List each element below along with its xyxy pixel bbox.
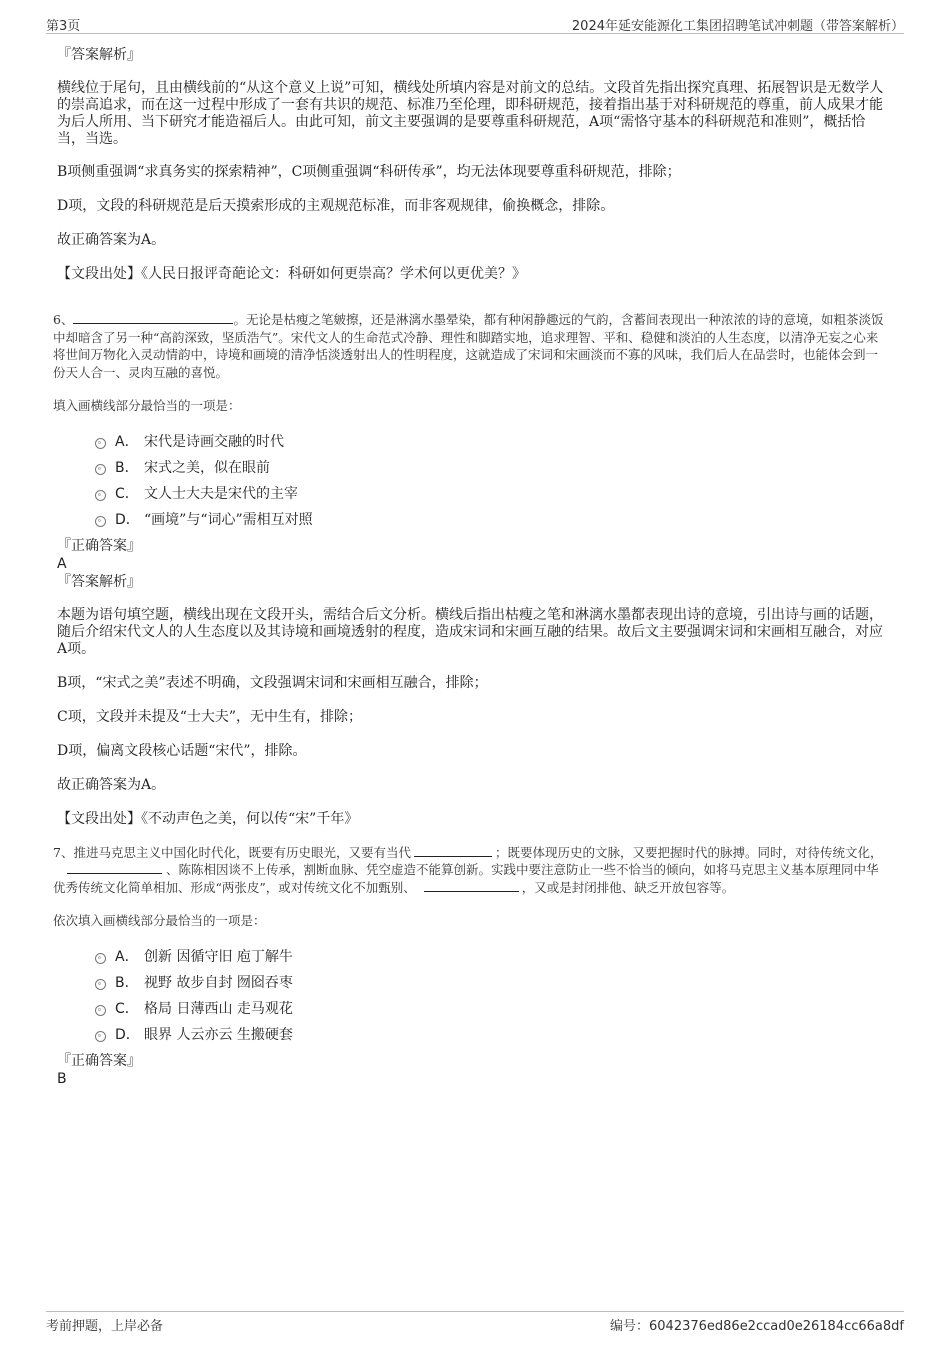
q6-answer: A <box>57 555 67 572</box>
option-letter: C． <box>115 485 139 502</box>
option-text: “画境”与“词心”需相互对照 <box>144 511 313 528</box>
q7-option-a[interactable] <box>95 948 887 974</box>
q5-analysis-paragraph-1: 横线位于尾句，且由横线前的“从这个意义上说”可知，横线处所填内容是对前文的总结。文段首先指出探究真理、拓展智识是无数学人的崇高追求，而在这一过程中形成了一套有共识的规范、标准乃至伦理，即科研规范，接着指出基于对科研规范的尊重，前人成果才能为后人所用、当下研究才能造福后人。由此可知，前文主要强调的是要尊重科研规范，A项“需恪守基本的科研规范和准则”，概括恰当，当选。 <box>57 80 884 147</box>
radio-icon[interactable] <box>95 438 106 449</box>
option-text: 格局 日薄西山 走马观花 <box>144 1000 293 1017</box>
q6-answer-label: 『正确答案』 <box>57 537 141 554</box>
q6-option-d[interactable] <box>95 511 887 537</box>
option-letter: D． <box>115 1026 140 1043</box>
option-text: 视野 故步自封 囫囵吞枣 <box>144 974 293 991</box>
q7-options <box>57 948 887 1052</box>
q6-analysis-paragraph-1: 本题为语句填空题，横线出现在文段开头，需结合后文分析。横线后指出枯瘦之笔和淋漓水墨都表现出诗的意境，引出诗与画的话题，随后介绍宋代文人的人生态度以及其诗境和画境透射的程度，造成宋词和宋画互融的结果。故后文主要强调宋词和宋画相互融合，对应A项。 <box>57 606 883 657</box>
q5-source: 【文段出处】《人民日报评奇葩论文：科研如何更崇高？学术何以更优美？》 <box>57 266 526 282</box>
q7-stem <box>53 844 887 897</box>
q7-answer: B <box>57 1070 67 1087</box>
q6-blank[interactable] <box>73 311 233 324</box>
q6-analysis-paragraph-3: C项，文段并未提及“士大夫”，无中生有，排除； <box>57 708 363 725</box>
option-text: 创新 因循守旧 庖丁解牛 <box>144 948 293 965</box>
q6-option-a[interactable] <box>95 433 887 459</box>
option-text: 文人士大夫是宋代的主宰 <box>144 485 298 502</box>
q6-prompt: 填入画横线部分最恰当的一项是： <box>53 398 241 413</box>
q6-analysis-conclusion: 故正确答案为A。 <box>57 776 166 793</box>
q7-stem-text-1: 7、推进马克思主义中国化时代化，既要有历史眼光，又要有当代 <box>53 844 411 860</box>
q7-stem-text-4: ，又或是封闭排他、缺乏开放包容等。 <box>521 879 735 895</box>
option-letter: B． <box>115 974 139 991</box>
radio-icon[interactable] <box>95 979 106 990</box>
q5-analysis-conclusion: 故正确答案为A。 <box>57 232 166 248</box>
radio-icon[interactable] <box>95 953 106 964</box>
page-number: 第3页 <box>46 19 81 34</box>
q7-blank-3[interactable] <box>424 879 519 892</box>
option-text: 宋式之美，似在眼前 <box>144 459 270 476</box>
q6-analysis-paragraph-4: D项，偏离文段核心话题“宋代”，排除。 <box>57 742 307 759</box>
q7-prompt: 依次填入画横线部分最恰当的一项是： <box>53 913 266 928</box>
radio-icon[interactable] <box>95 1005 106 1016</box>
option-text: 宋代是诗画交融的时代 <box>144 433 284 450</box>
q6-analysis-paragraph-2: B项，“宋式之美”表述不明确，文段强调宋词和宋画相互融合，排除； <box>57 674 488 691</box>
q7-blank-2[interactable] <box>67 861 162 874</box>
q6-option-c[interactable] <box>95 485 887 511</box>
page-header <box>46 13 904 34</box>
q6-number: 6、 <box>53 312 74 327</box>
page-footer <box>46 1311 904 1334</box>
q5-analysis-paragraph-3: D项，文段的科研规范是后天摸索形成的主观规范标准，而非客观规律，偷换概念，排除。 <box>57 198 615 214</box>
q6-source: 【文段出处】《不动声色之美，何以传“宋”千年》 <box>57 810 359 827</box>
radio-icon[interactable] <box>95 516 106 527</box>
q7-option-d[interactable] <box>95 1026 887 1052</box>
footer-slogan: 考前押题，上岸必备 <box>46 1319 164 1334</box>
page-content <box>53 46 887 1088</box>
q7-stem-text-2: ；既要体现历史的文脉，又要把握时代的脉搏。同时，对待传统文化， <box>494 844 883 860</box>
radio-icon[interactable] <box>95 464 106 475</box>
option-letter: D． <box>115 511 140 528</box>
q7-option-c[interactable] <box>95 1000 887 1026</box>
q7-stem-text-3: 、陈陈相因谈不上传承，割断血脉、凭空虚造不能算创新。实践中要注意防止一些不恰当的倾向，如将马克思主义基本原理同中华优秀传统文化简单相加、形成“两张皮”，或对传统文化不加甄别、 <box>53 862 879 895</box>
option-letter: A． <box>115 948 139 965</box>
q7-option-b[interactable] <box>95 974 887 1000</box>
option-letter: A． <box>115 433 139 450</box>
option-letter: C． <box>115 1000 139 1017</box>
document-title: 2024年延安能源化工集团招聘笔试冲刺题（带答案解析） <box>571 19 904 34</box>
q7-answer-label: 『正确答案』 <box>57 1052 141 1069</box>
q6-analysis-label: 『答案解析』 <box>57 573 141 590</box>
q6-options <box>57 433 887 537</box>
radio-icon[interactable] <box>95 490 106 501</box>
option-text: 眼界 人云亦云 生搬硬套 <box>144 1026 293 1043</box>
document-code: 编号：6042376ed86e2ccad0e26184cc66a8df <box>610 1319 904 1334</box>
q7-blank-1[interactable] <box>414 844 492 857</box>
q6-stem-text: 。无论是枯瘦之笔皴擦，还是淋漓水墨晕染，都有种闲静趣远的气韵，含蓄间表现出一种浓浓的诗的意境，如粗茶淡饭中却暗含了另一种“高韵深致，坚质浩气”。宋代文人的生命范式冷静、理性和脚踏实地，追求理智、平和、稳健和淡泊的人生态度，以清净无妄之心来将世间万物化入灵动情韵中，诗境和画境的清净恬淡透射出人的性明程度，这就造成了宋词和宋画淡而不寡的风味，我们后人在品尝时，也能体会到一份天人合一、灵肉互融的喜悦。 <box>53 312 884 380</box>
q5-analysis-label: 『答案解析』 <box>57 47 141 63</box>
option-letter: B． <box>115 459 139 476</box>
q6-stem <box>53 311 887 381</box>
radio-icon[interactable] <box>95 1031 106 1042</box>
q5-analysis-paragraph-2: B项侧重强调“求真务实的探索精神”，C项侧重强调“科研传承”，均无法体现要尊重科研规范，排除； <box>57 164 681 180</box>
q6-option-b[interactable] <box>95 459 887 485</box>
